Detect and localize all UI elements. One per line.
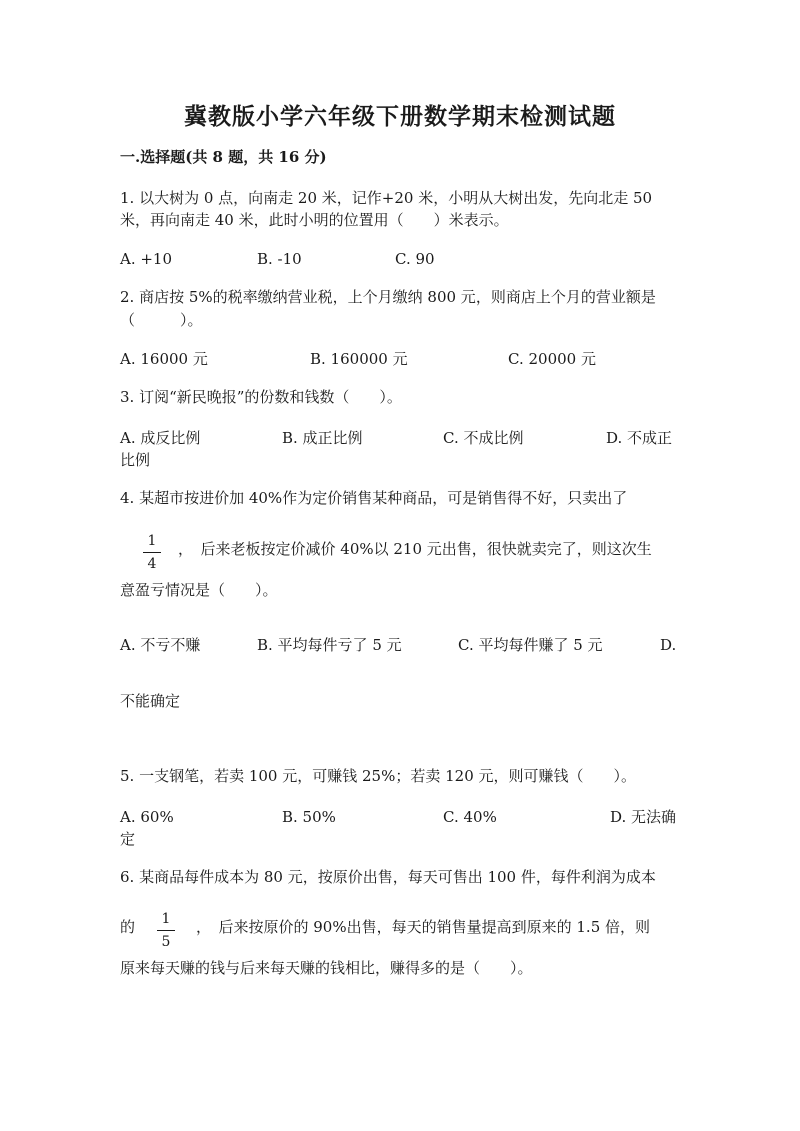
question-2-option-b: B. 160000 元 xyxy=(310,350,408,368)
fraction-denominator: 4 xyxy=(147,556,157,572)
question-3-option-d: D. 不成正 xyxy=(606,429,673,447)
question-5-option-d: D. 无法确 xyxy=(610,808,677,826)
question-5-option-a: A. 60% xyxy=(120,808,174,826)
question-4-option-d: D. xyxy=(660,636,677,654)
question-3-line-1: 3. 订阅“新民晚报”的份数和钱数（ ）。 xyxy=(120,388,402,406)
fraction-numerator: 1 xyxy=(161,911,171,927)
question-5-line-1: 5. 一支钢笔，若卖 100 元，可赚钱 25%；若卖 120 元，则可赚钱（ ）。 xyxy=(120,767,637,785)
question-3-option-c: C. 不成比例 xyxy=(443,429,524,447)
question-2-line-2: （ ）。 xyxy=(120,311,203,329)
page-title: 冀教版小学六年级下册数学期末检测试题 xyxy=(184,103,616,130)
question-3-option-a: A. 成反比例 xyxy=(120,429,201,447)
question-5-option-c: C. 40% xyxy=(443,808,497,826)
question-4-line-1: 4. 某超市按进价加 40%作为定价销售某种商品，可是销售得不好，只卖出了 xyxy=(120,489,628,507)
question-6-line-2: ， 后来按原价的 90%出售，每天的销售量提高到原来的 1.5 倍，则 xyxy=(196,918,651,936)
question-4-line-3: 意盈亏情况是（ ）。 xyxy=(120,581,278,599)
question-4-option-a: A. 不亏不赚 xyxy=(120,636,201,654)
question-2-option-c: C. 20000 元 xyxy=(508,350,596,368)
question-6-line-3: 原来每天赚的钱与后来每天赚的钱相比，赚得多的是（ ）。 xyxy=(120,959,533,977)
question-6-line-2-prefix: 的 xyxy=(120,918,136,936)
section-heading: 一.选择题(共 8 题，共 16 分) xyxy=(120,148,327,166)
fraction-bar xyxy=(157,930,175,931)
fraction-numerator: 1 xyxy=(147,533,157,549)
question-1-option-b: B. -10 xyxy=(257,250,302,268)
fraction-denominator: 5 xyxy=(161,934,171,950)
question-1-option-a: A. +10 xyxy=(120,250,173,268)
question-3-option-b: B. 成正比例 xyxy=(282,429,363,447)
question-4-option-d-wrap: 不能确定 xyxy=(120,692,181,710)
fraction-one-fifth xyxy=(156,910,176,951)
question-1-option-c: C. 90 xyxy=(395,250,435,268)
question-2-line-1: 2. 商店按 5%的税率缴纳营业税，上个月缴纳 800 元，则商店上个月的营业额是 xyxy=(120,288,656,306)
fraction-bar xyxy=(143,552,161,553)
question-5-option-b: B. 50% xyxy=(282,808,336,826)
question-1-line-1: 1. 以大树为 0 点，向南走 20 米，记作+20 米，小明从大树出发，先向北走 50 xyxy=(120,189,653,207)
question-4-line-2: ， 后来老板按定价减价 40%以 210 元出售，很快就卖完了，则这次生 xyxy=(178,540,652,558)
question-2-option-a: A. 16000 元 xyxy=(120,350,208,368)
question-6-line-1: 6. 某商品每件成本为 80 元，按原价出售，每天可售出 100 件，每件利润为成本 xyxy=(120,868,656,886)
fraction-one-quarter xyxy=(142,532,162,573)
question-4-option-c: C. 平均每件赚了 5 元 xyxy=(458,636,603,654)
question-5-option-d-wrap: 定 xyxy=(120,830,136,848)
question-4-option-b: B. 平均每件亏了 5 元 xyxy=(257,636,402,654)
question-3-option-d-wrap: 比例 xyxy=(120,451,151,469)
question-1-line-2: 米，再向南走 40 米，此时小明的位置用（ ）米表示。 xyxy=(120,211,509,229)
